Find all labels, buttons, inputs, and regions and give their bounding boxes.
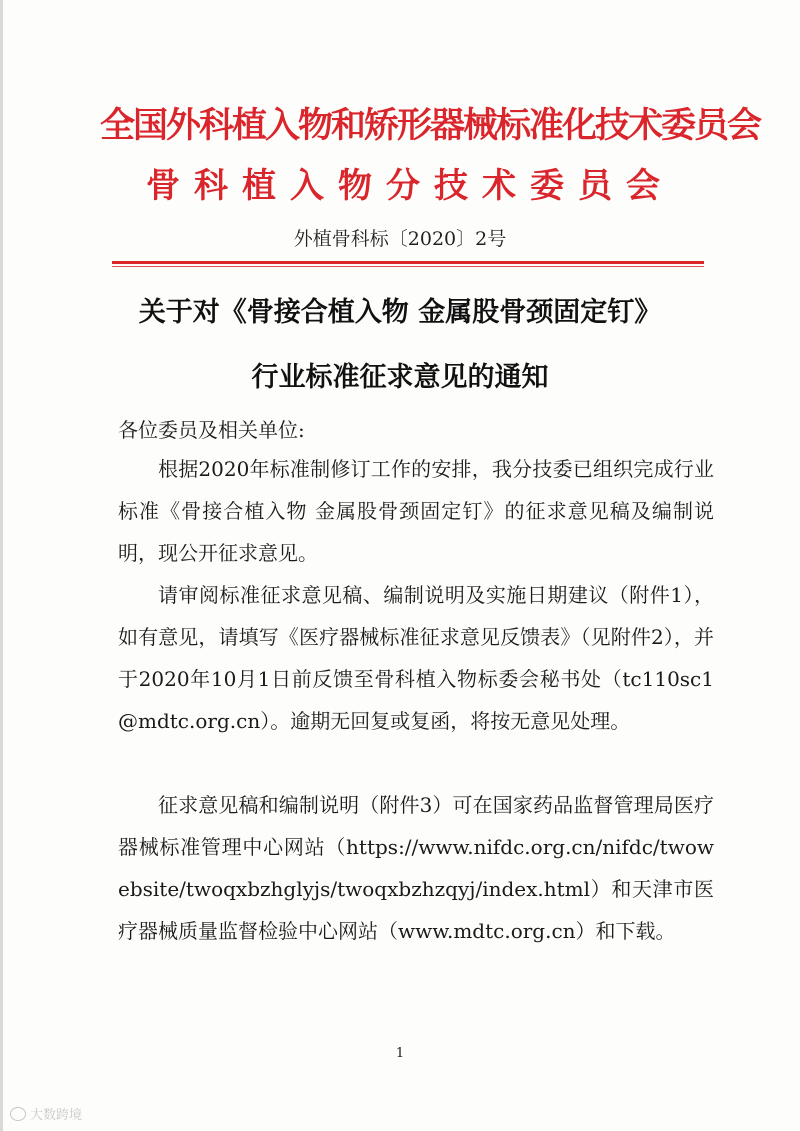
body-paragraph: 征求意见稿和编制说明（附件3）可在国家药品监督管理局医疗器械标准管理中心网站（https://www.nifdc.org.cn/nifdc/twowebsite/twoqxbzhglyjs/twoqxbzhzqyj/index.html）和天津市医疗器械质量监督检验中心网站（www.mdtc.org.cn）和下载。 (118, 793, 714, 943)
watermark (10, 1104, 82, 1123)
salutation: 各位委员及相关单位: (118, 418, 305, 442)
watermark-text: 大数跨境 (30, 1108, 83, 1123)
org-name-line2: 骨科植入物分技术委员会 (146, 166, 674, 206)
page-number: 1 (395, 1046, 405, 1061)
notice-title-line2: 行业标准征求意见的通知 (251, 362, 549, 393)
notice-title-line1: 关于对《骨接合植入物 金属股骨颈固定钉》 (138, 297, 662, 328)
header-divider-thin (112, 266, 704, 267)
org-name-line1: 全国外科植入物和矫形器械标准化技术委员会 (100, 105, 761, 146)
body-paragraph: 请审阅标准征求意见稿、编制说明及实施日期建议（附件1），如有意见，请填写《医疗器械标准征求意见反馈表》（见附件2），并于2020年10月1日前反馈至骨科植入物标委会秘书处（tc110sc1@mdtc.org.cn）。逾期无回复或复函，将按无意见处理。 (118, 583, 714, 733)
body-paragraph: 根据2020年标准制修订工作的安排，我分技委已组织完成行业标准《骨接合植入物 金属股骨颈固定钉》的征求意见稿及编制说明，现公开征求意见。 (118, 457, 714, 565)
doc-number: 外植骨科标〔2020〕2号 (293, 228, 507, 250)
page-edge (0, 0, 3, 1131)
header-divider (112, 261, 704, 264)
logo-icon (10, 1107, 26, 1121)
